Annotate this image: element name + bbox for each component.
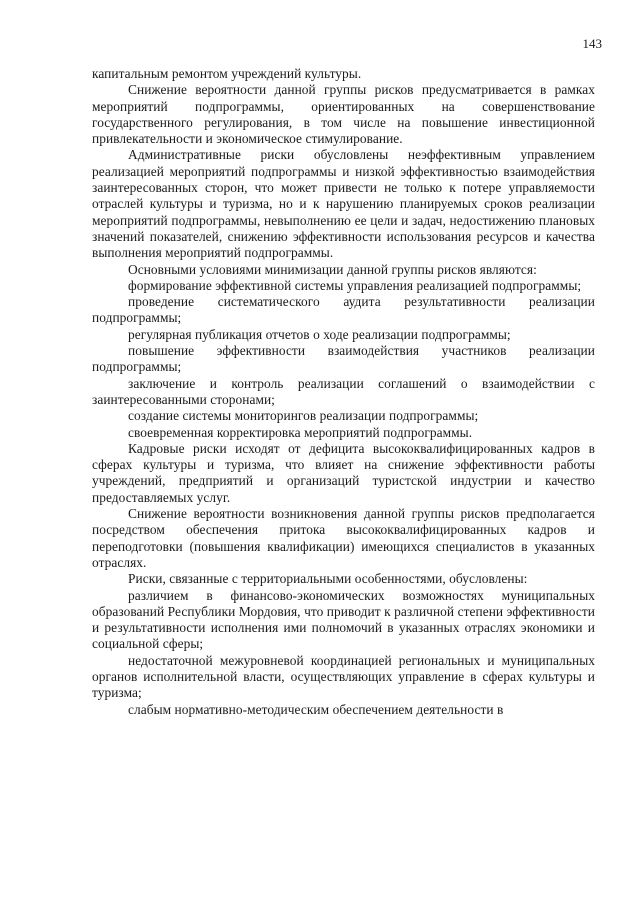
- document-body: [92, 66, 595, 718]
- page-number: 143: [582, 36, 602, 51]
- paragraph: Риски, связанные с территориальными особенностями, обусловлены:: [128, 571, 528, 587]
- paragraph: Снижение вероятности возникновения данной группы рисков предполагается посредством обеспечения притока высококвалифицированных кадров и переподготовки (повышения квалификации) имеющихся специалистов в указанных отраслях.: [92, 506, 595, 570]
- list-item: слабым нормативно-методическим обеспечением деятельности в: [128, 701, 504, 717]
- paragraph: Основными условиями минимизации данной группы рисков являются:: [128, 261, 537, 277]
- list-item: регулярная публикация отчетов о ходе реализации подпрограммы;: [128, 326, 511, 342]
- paragraph: капитальным ремонтом учреждений культуры.: [92, 66, 362, 81]
- paragraph: Кадровые риски исходят от дефицита высококвалифицированных кадров в сферах культуры и туризма, что влияет на снижение эффективности работы учреждений, предприятий и организаций туристской индустрии и качество предоставляемых услуг.: [92, 440, 595, 505]
- list-item: своевременная корректировка мероприятий подпрограммы.: [128, 424, 473, 440]
- list-item: формирование эффективной системы управления реализацией подпрограммы;: [128, 277, 582, 293]
- list-item: различием в финансово-экономических возможностях муниципальных образований Республики Мордовия, что приводит к различной степени эффективности и результативности исполнения ими полномочий в указанных отраслях экономики и социальной сферы;: [92, 587, 595, 652]
- list-item: проведение систематического аудита результативности реализации подпрограммы;: [92, 294, 595, 326]
- list-item: заключение и контроль реализации соглашений о взаимодействии с заинтересованными сторонами;: [92, 375, 595, 407]
- list-item: создание системы мониторингов реализации подпрограммы;: [128, 408, 479, 424]
- paragraph: Административные риски обусловлены неэффективным управлением реализацией мероприятий подпрограммы и низкой эффективностью взаимодействия заинтересованных сторон, что может привести не только к потере управляемости отраслей культуры и туризма, но и к нарушению планируемых сроков реализации мероприятий подпрограммы, невыполнению ее цели и задач, недостижению плановых значений показателей, снижению эффективности использования ресурсов и качества выполнения мероприятий подпрограммы.: [92, 147, 595, 261]
- list-item: недостаточной межуровневой координацией региональных и муниципальных органов исполнительной власти, осуществляющих управление в сферах культуры и туризма;: [92, 652, 595, 701]
- list-item: повышение эффективности взаимодействия участников реализации подпрограммы;: [92, 343, 595, 375]
- paragraph: Снижение вероятности данной группы рисков предусматривается в рамках мероприятий подпрограммы, ориентированных на совершенствование государственного регулирования, в том числе на повышение инвестиционной привлекательности и экономическое стимулирование.: [92, 82, 595, 147]
